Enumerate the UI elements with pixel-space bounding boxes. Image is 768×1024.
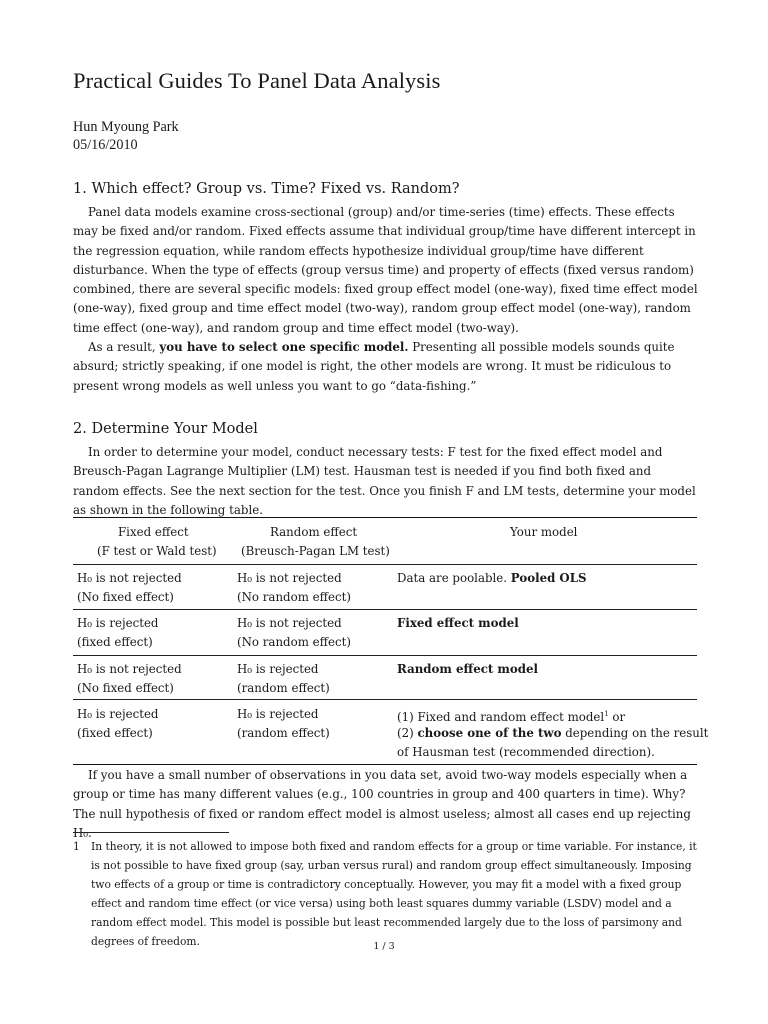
- row3-model: [397, 660, 538, 679]
- row2-model: [397, 614, 519, 633]
- section1-p2-pre: As a result,: [88, 340, 160, 354]
- table-header-model: Your model: [510, 525, 578, 539]
- table-header-rule: [73, 564, 697, 565]
- row4-model-line2-pre: (2): [397, 726, 418, 740]
- row1-model: [397, 569, 587, 588]
- row1-model-pre: Data are poolable.: [397, 571, 511, 585]
- row1-fixed-note: (No fixed effect): [77, 590, 174, 604]
- row-separator: [73, 655, 697, 656]
- footnote-text: In theory, it is not allowed to impose both fixed and random effects for a group or time variable. For instance, it is not possible to have fixed group (say, urban versus rural) and random group effect simultaneously. Imposing two effects of a group or time is contradictory conceptually. However, you may fit a model with a fixed group effect and random time effect (or vice versa) using both least squares dummy variable (LSDV) model and a random effect model. This model is possible but least recommended largely due to the loss of parsimony and degrees of freedom.: [91, 840, 697, 948]
- section1-p2-post: Presenting all possible models sounds quite absurd; strictly speaking, if one model is right, the other models are wrong. It must be ridiculous to present wrong models as well unless you want to go “data-fishing.”: [73, 340, 675, 393]
- table-header-random-sub: (Breusch-Pagan LM test): [241, 544, 390, 558]
- page-number: 1 / 3: [373, 941, 395, 952]
- section1-p1-text: Panel data models examine cross-sectional (group) and/or time-series (time) effects. These effects may be fixed and/or random. Fixed effects assume that individual group/time have different intercept in the regression equation, while random effects hypothesize individual group/time have different disturbance. When the type of effects (group versus time) and property of effects (fixed versus random) combined, there are several specific models: fixed group effect model (one-way), fixed time effect model (one-way), fixed group and time effect model (two-way), random group effect model (one-way), random time effect (one-way), and random group and time effect model (two-way).: [73, 205, 698, 335]
- footnote-separator: [73, 832, 229, 833]
- section1-p2-emphasis: you have to select one specific model.: [159, 340, 409, 354]
- table-top-rule: [73, 517, 697, 518]
- section1-heading: 1. Which effect? Group vs. Time? Fixed vs. Random?: [73, 181, 460, 197]
- row4-model-line2-bold: choose one of the two: [417, 726, 562, 740]
- table-bottom-rule: [73, 764, 697, 765]
- row4-model-line2-post: depending on the result: [561, 726, 709, 740]
- row3-fixed-result: H₀ is not rejected: [77, 662, 182, 676]
- footnote-ref[interactable]: 1: [604, 710, 609, 718]
- row1-random-result: H₀ is not rejected: [237, 571, 342, 585]
- row4-random-note: (random effect): [237, 726, 330, 740]
- row3-random-note: (random effect): [237, 681, 330, 695]
- row3-model-bold: Random effect model: [397, 662, 539, 676]
- row4-fixed-note: (fixed effect): [77, 726, 153, 740]
- section1-paragraph-2: [73, 338, 698, 396]
- section2-heading: 2. Determine Your Model: [73, 421, 258, 437]
- row3-fixed-note: (No fixed effect): [77, 681, 174, 695]
- row1-fixed-result: H₀ is not rejected: [77, 571, 182, 585]
- row1-random-note: (No random effect): [237, 590, 351, 604]
- table-header-fixed-sub: (F test or Wald test): [97, 544, 217, 558]
- row4-model-line2: [397, 724, 708, 743]
- row-separator: [73, 699, 697, 700]
- row3-random-result: H₀ is rejected: [237, 662, 319, 676]
- row2-fixed-result: H₀ is rejected: [77, 616, 159, 630]
- table-header-random: Random effect: [270, 525, 358, 539]
- row4-model-line1-tail: or: [608, 710, 626, 724]
- author-name: Hun Myoung Park: [73, 119, 179, 135]
- document-title: Practical Guides To Panel Data Analysis: [73, 68, 441, 93]
- footnote-number: 1: [73, 840, 80, 853]
- row2-fixed-note: (fixed effect): [77, 635, 153, 649]
- row2-random-result: H₀ is not rejected: [237, 616, 342, 630]
- section1-paragraph-1: [73, 203, 698, 338]
- row2-random-note: (No random effect): [237, 635, 351, 649]
- row-separator: [73, 609, 697, 610]
- row4-model-line1-text: (1) Fixed and random effect model: [397, 710, 605, 724]
- section2-p2-text: If you have a small number of observations in you data set, avoid two-way models especially when a group or time has many different values (e.g., 100 countries in group and 400 quarters in time). Why? The null hypothesis of fixed or random effect model is almost useless; almost all cases end up rejecting H₀.: [73, 768, 691, 840]
- document-date: 05/16/2010: [73, 137, 138, 153]
- section2-p1-text: In order to determine your model, conduct necessary tests: F test for the fixed effect model and Breusch-Pagan Lagrange Multiplier (LM) test. Hausman test is needed if you find both fixed and random effects. See the next section for the test. Once you finish F and LM tests, determine your model as shown in the following table.: [73, 445, 696, 517]
- section2-paragraph-1: [73, 443, 698, 520]
- row4-random-result: H₀ is rejected: [237, 707, 319, 721]
- row2-model-bold: Fixed effect model: [397, 616, 519, 630]
- table-header-fixed: Fixed effect: [118, 525, 189, 539]
- row4-fixed-result: H₀ is rejected: [77, 707, 159, 721]
- row1-model-bold: Pooled OLS: [510, 571, 587, 585]
- row4-model-line3: of Hausman test (recommended direction).: [397, 745, 655, 759]
